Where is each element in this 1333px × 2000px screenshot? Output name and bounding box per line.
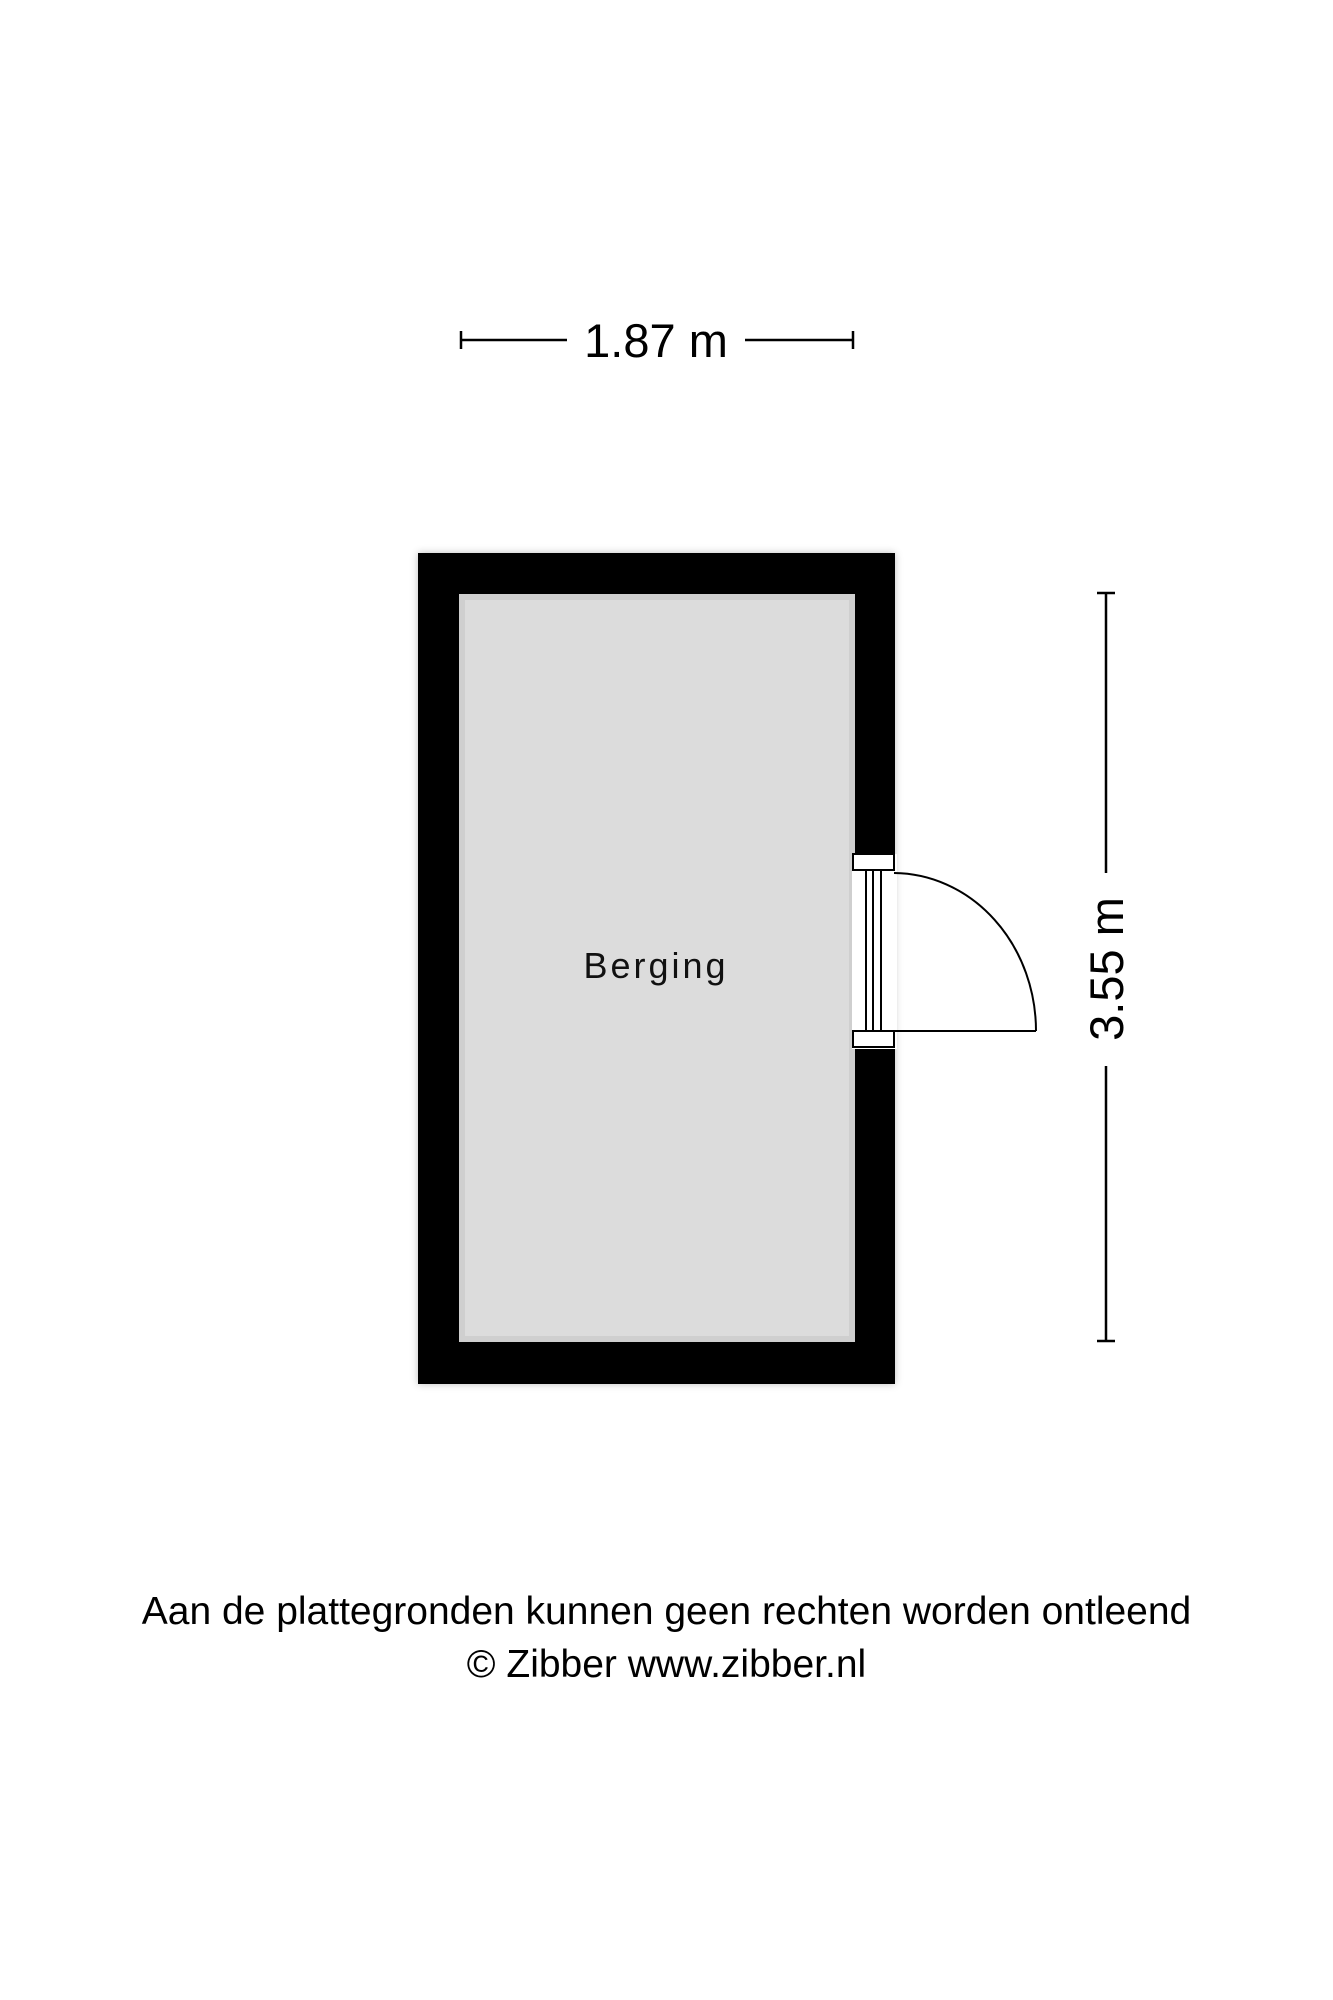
width-dimension xyxy=(461,314,853,367)
door-swing-arc xyxy=(894,873,1036,1031)
disclaimer-text: Aan de plattegronden kunnen geen rechten worden ontleend xyxy=(141,1590,1192,1633)
copyright-text: © Zibber www.zibber.nl xyxy=(466,1643,867,1686)
height-dimension xyxy=(1080,593,1133,1341)
room-label: Berging xyxy=(583,945,729,986)
door-opening xyxy=(852,854,897,1049)
height-dimension-label: 3.55 m xyxy=(1080,897,1133,1041)
width-dimension-label: 1.87 m xyxy=(584,314,728,367)
door xyxy=(852,854,1036,1049)
